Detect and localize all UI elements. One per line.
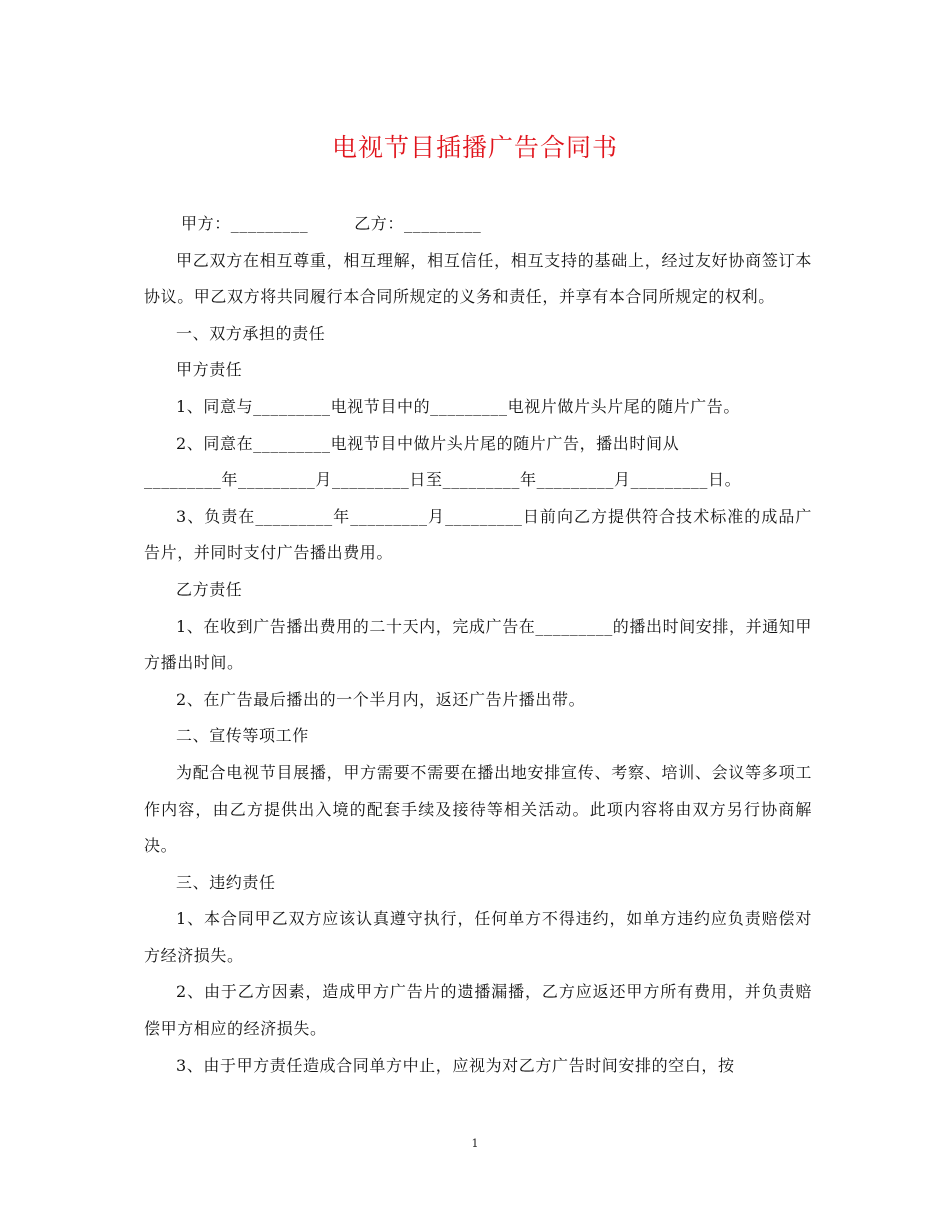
clause-a2: 2、同意在_________电视节目中做片头片尾的随片广告，播出时间从 <box>176 433 680 453</box>
clause-b1: 1、在收到广告播出费用的二十天内，完成广告在_________的播出时间安排，并通知甲方播出时间。 <box>144 616 812 673</box>
preamble-paragraph: 甲乙双方在相互尊重，相互理解，相互信任，相互支持的基础上，经过友好协商签订本协议。甲乙双方将共同履行本合同所规定的义务和责任，并享有本合同所规定的权利。 <box>144 250 812 307</box>
clause-b2: 2、在广告最后播出的一个半月内，返还广告片播出带。 <box>176 689 586 709</box>
clause-a1: 1、同意与_________电视节目中的_________电视片做片头片尾的随片广告。 <box>176 396 740 416</box>
party-a-field: 甲方：_________ <box>181 214 309 233</box>
page-number: 1 <box>471 1137 479 1150</box>
breach-clause-2: 2、由于乙方因素，造成甲方广告片的遗播漏播，乙方应返还甲方所有费用，并负责赔偿甲方相应的经济损失。 <box>144 982 812 1039</box>
document-title: 电视节目插播广告合同书 <box>331 133 618 162</box>
party-b-field: 乙方：_________ <box>354 214 482 233</box>
section-heading-responsibilities: 一、双方承担的责任 <box>176 323 326 343</box>
subheading-party-b: 乙方责任 <box>176 579 243 599</box>
clause-a2-dates: _________年_________月_________日至_________年_________月_________日。 <box>144 470 742 490</box>
promotion-paragraph: 为配合电视节目展播，甲方需要不需要在播出地安排宣传、考察、培训、会议等多项工作内容，由乙方提供出入境的配套手续及接待等相关活动。此项内容将由双方另行协商解决。 <box>144 762 812 856</box>
document-body <box>144 206 812 1084</box>
clause-a3: 3、负责在_________年_________月_________日前向乙方提供符合技术标准的成品广告片，并同时支付广告播出费用。 <box>144 506 812 563</box>
breach-clause-1: 1、本合同甲乙双方应该认真遵守执行，任何单方不得违约，如单方违约应负责赔偿对方经济损失。 <box>144 909 812 965</box>
section-heading-promotion: 二、宣传等项工作 <box>176 726 309 746</box>
breach-clause-3: 3、由于甲方责任造成合同单方中止，应视为对乙方广告时间安排的空白，按 <box>176 1055 735 1075</box>
section-heading-breach: 三、违约责任 <box>176 872 276 892</box>
subheading-party-a: 甲方责任 <box>176 360 243 380</box>
parties-line <box>144 206 812 243</box>
